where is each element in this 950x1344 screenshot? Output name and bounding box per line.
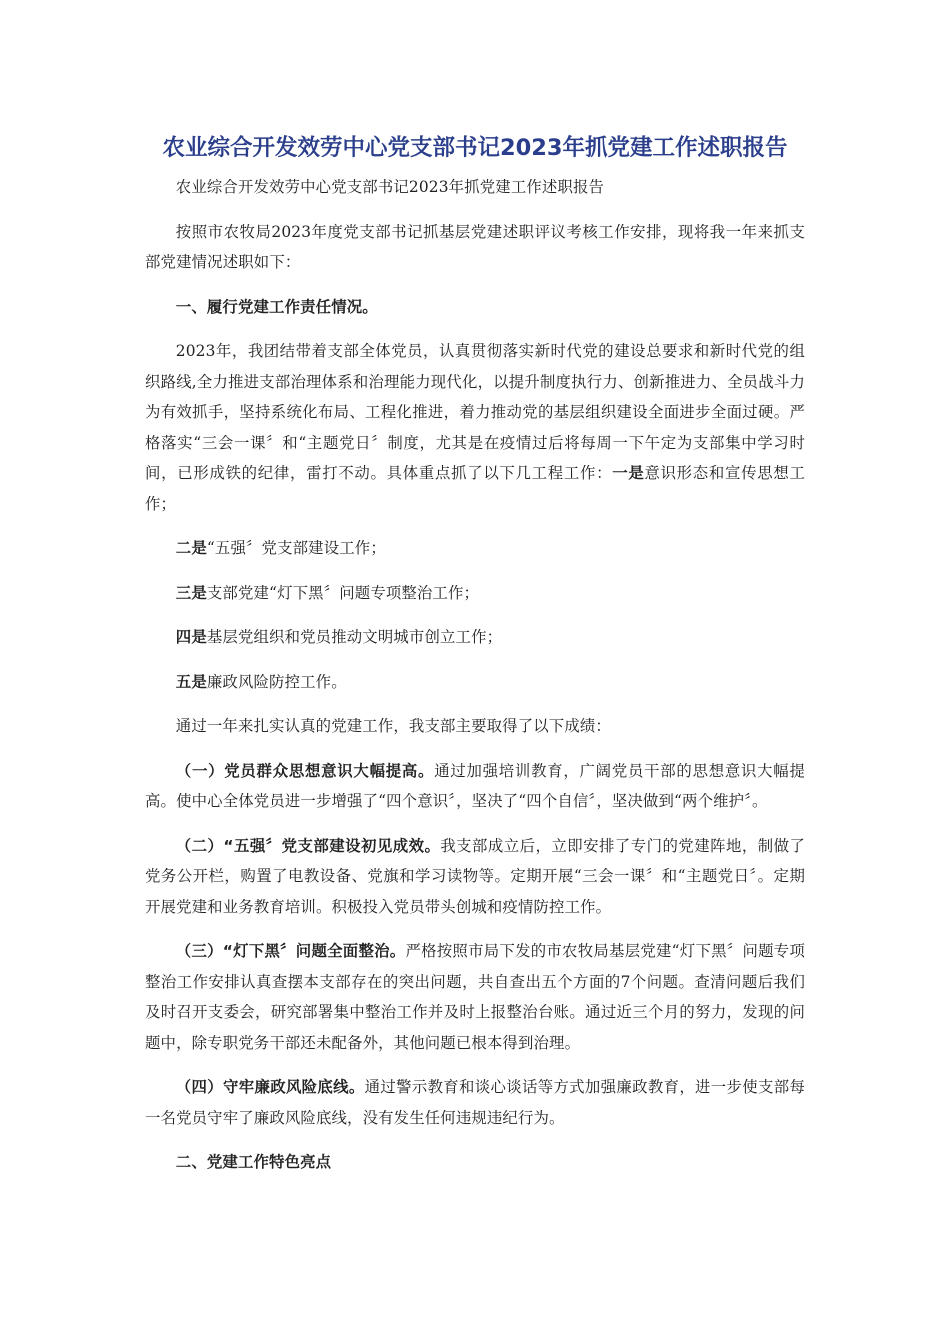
section-1-heading: 一、履行党建工作责任情况。: [175, 297, 378, 316]
result-2-text: 我支部成立后，立即安排了专门的党建阵地，制做了党务公开栏，购置了电教设备、党旗和学习读物等。定期开展“三会一课〞和“主题党日〞。定期开展党建和业务教育培训。积极投入党员带头创城和疫情防控工作。: [145, 836, 805, 916]
item-3-paragraph: [145, 578, 805, 609]
item-5-paragraph: [145, 667, 805, 698]
item-1-text: 意识形态和宣传思想工作；: [145, 464, 805, 513]
results-intro-paragraph: 通过一年来扎实认真的党建工作，我支部主要取得了以下成绩：: [175, 717, 611, 735]
result-2-paragraph: [145, 831, 805, 923]
result-1-text: 通过加强培训教育，广阔党员干部的思想意识大幅提高。使中心全体党员进一步增强了“四个意识〞，坚决了“四个自信〞，坚决做到“两个维护〞。: [145, 761, 806, 810]
result-4-lead: （四）守牢廉政风险底线。: [175, 1078, 365, 1096]
section-2-heading: 二、党建工作特色亮点: [175, 1153, 332, 1171]
result-4-paragraph: [145, 1072, 805, 1133]
item-5-lead: 五是: [175, 672, 207, 691]
document-title: 农业综合开发效劳中心党支部书记2023年抓党建工作述职报告: [162, 135, 788, 161]
item-1-lead: 一是: [612, 464, 645, 482]
section-1-paragraph: [145, 336, 805, 519]
item-4-text: 基层党组织和党员推动文明城市创立工作；: [206, 628, 503, 646]
subtitle-paragraph: 农业综合开发效劳中心党支部书记2023年抓党建工作述职报告: [175, 178, 605, 196]
section-1-body: 2023年，我团结带着支部全体党员，认真贯彻落实新时代党的建设总要求和新时代党的组织路线,全力推进支部治理体系和治理能力现代化，以提升制度执行力、创新推进力、全员战斗力为有效抓手，坚持系统化布局、工程化推进，着力推动党的基层组织建设全面进步全面过硬。严格落实“三会一课〞和“主题党日〞制度，尤其是在疫情过后将每周一下午定为支部集中学习时间，已形成铁的纪律，雷打不动。具体重点抓了以下几工程工作：: [145, 342, 805, 482]
item-5-text: 廉政风险防控工作。: [206, 672, 347, 691]
result-3-text: 严格按照市局下发的市农牧局基层党建“灯下黑〞问题专项整治工作安排认真查摆本支部存在的突出问题，共自查出五个方面的7个问题。查清问题后我们及时召开支委会，研究部署集中整治工作并及时上报整治台账。通过近三个月的努力，发现的问题中，除专职党务干部还未配备外，其他问题已根本得到治理。: [145, 942, 805, 1052]
item-3-text: 支部党建“灯下黑〞问题专项整治工作；: [206, 583, 480, 602]
result-1-paragraph: [145, 756, 805, 817]
result-3-lead: （三）“灯下黑〞问题全面整治。: [175, 942, 406, 960]
item-3-lead: 三是: [175, 583, 207, 602]
item-2-paragraph: [145, 533, 805, 564]
item-4-paragraph: [145, 622, 805, 653]
result-2-lead: （二）“五强〞党支部建设初见成效。: [175, 836, 441, 855]
result-4-text: 通过警示教育和谈心谈话等方式加强廉政教育，进一步使支部每一名党员守牢了廉政风险底线，没有发生任何违规违纪行为。: [145, 1078, 805, 1127]
item-2-text: “五强〞党支部建设工作；: [206, 539, 386, 557]
item-4-lead: 四是: [175, 628, 207, 646]
document-page: [145, 128, 805, 1178]
item-2-lead: 二是: [175, 539, 207, 557]
intro-paragraph: 按照市农牧局2023年度党支部书记抓基层党建述职评议考核工作安排，现将我一年来抓支部党建情况述职如下：: [145, 222, 805, 271]
result-3-paragraph: [145, 936, 805, 1058]
result-1-lead: （一）党员群众思想意识大幅提高。: [175, 761, 435, 780]
